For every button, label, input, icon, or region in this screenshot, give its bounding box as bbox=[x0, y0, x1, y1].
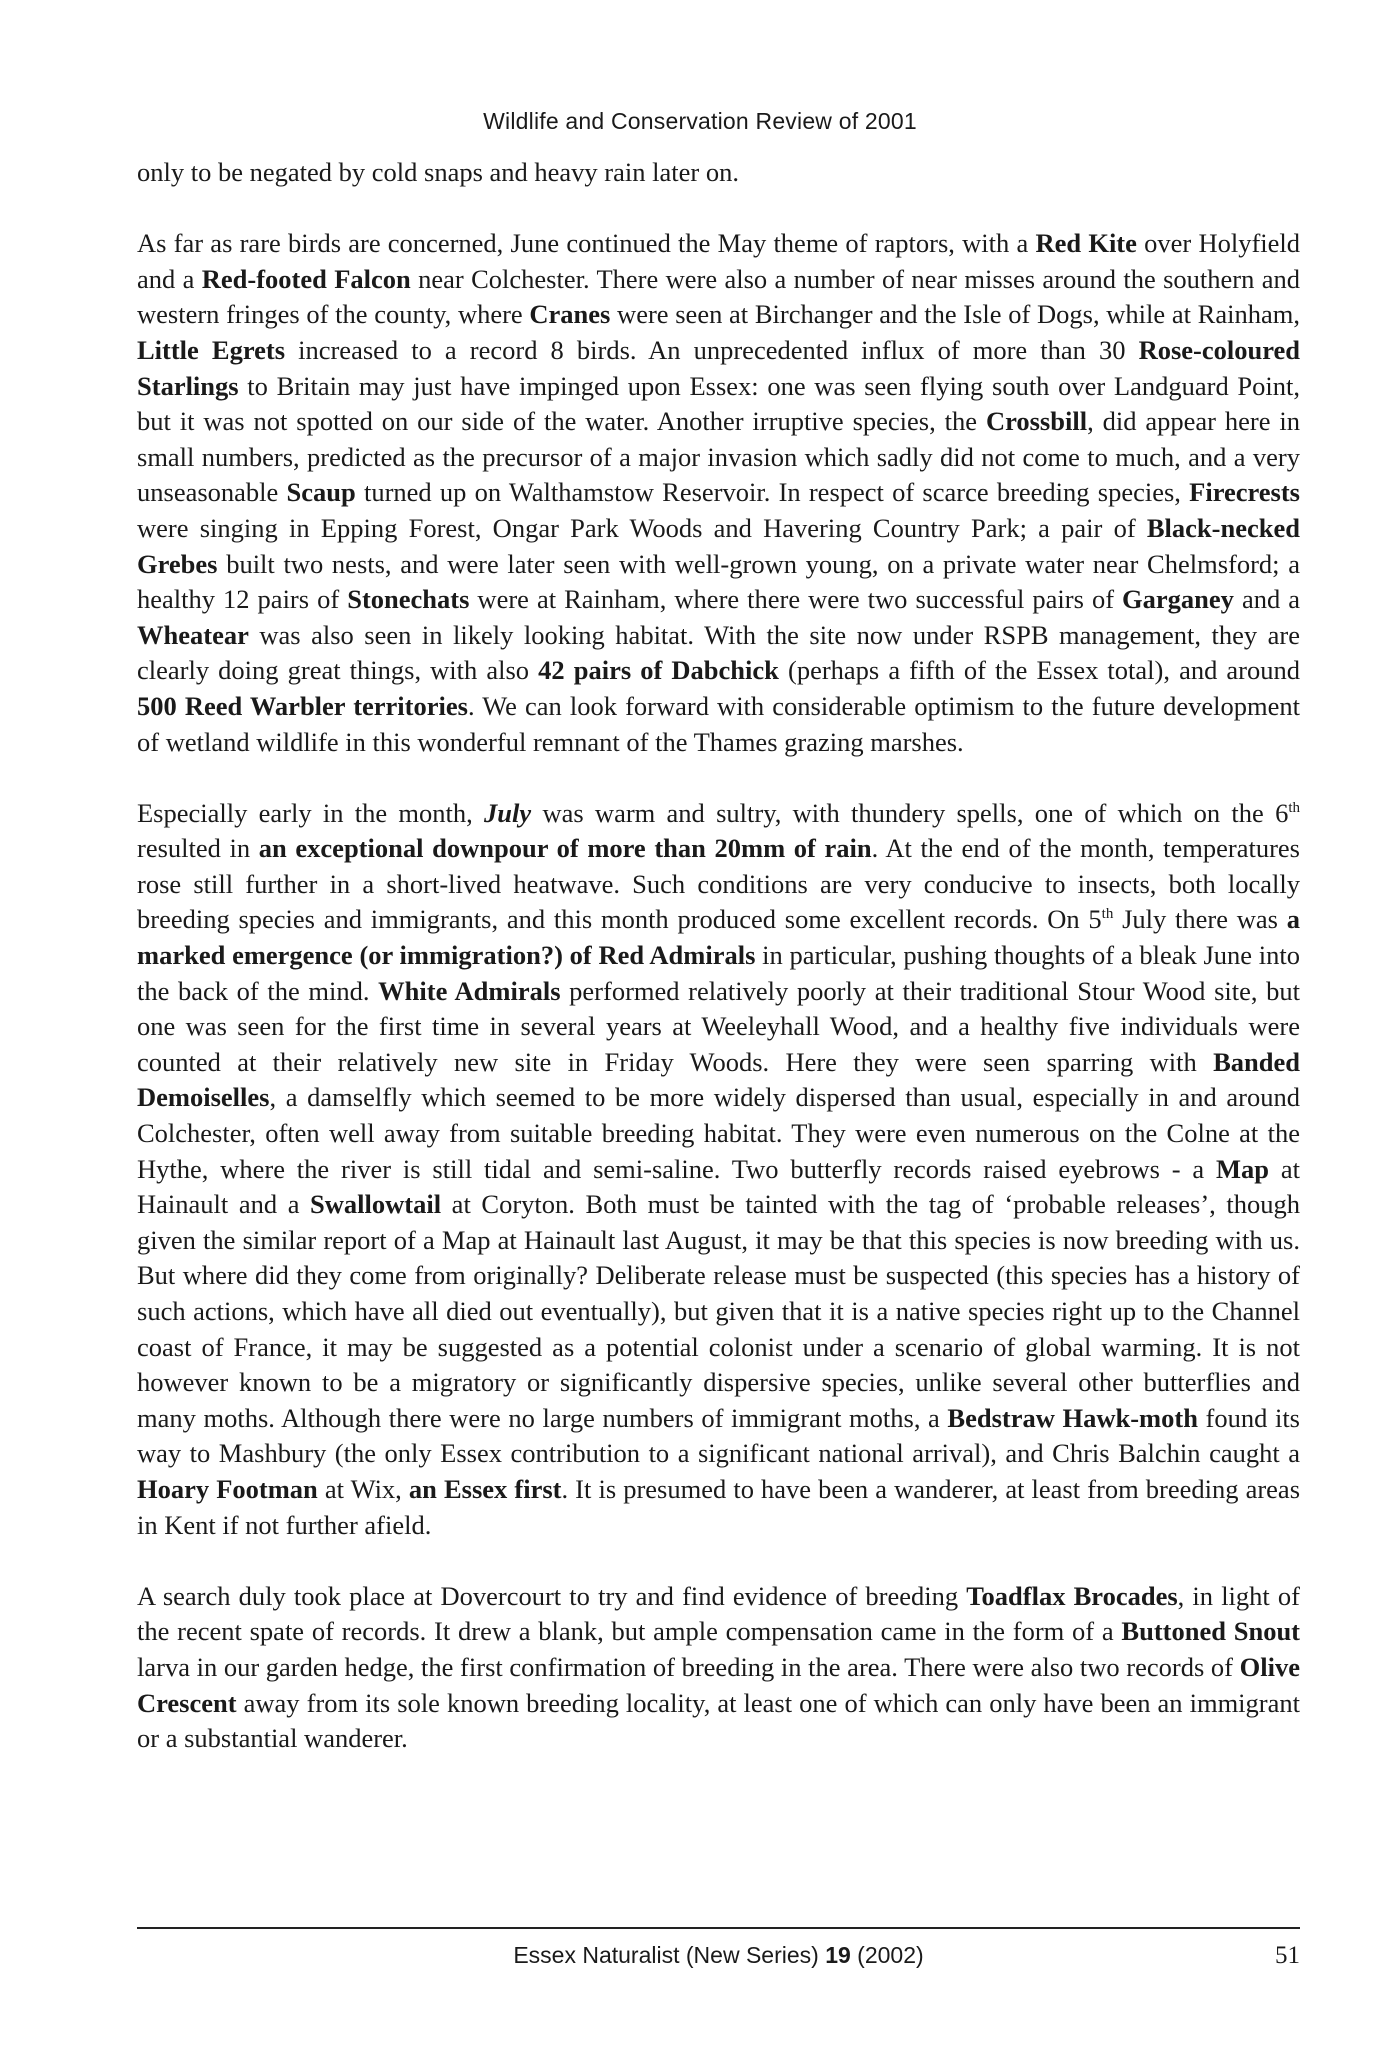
text-run: over Holyfield and a bbox=[137, 228, 1301, 294]
highlight-phrase: an exceptional downpour of more than 20mm of rain bbox=[258, 833, 872, 864]
text-run: , did appear here in small numbers, predicted as the precursor of a major invasion which sadly did not come to much, and a very unseasonable bbox=[137, 406, 1300, 508]
species-name: Scaup bbox=[286, 477, 356, 508]
text-run: built two nests, and were later seen with well-grown young, on a private water near Chelmsford; a healthy 12 pairs of bbox=[137, 548, 1300, 615]
paragraph-june-birds bbox=[137, 226, 1300, 760]
text-run: . We can look forward with considerable optimism to the future development of wetland wildlife in this wonderful remnant of the Thames grazing marshes. bbox=[137, 690, 1300, 757]
species-name: Stonechats bbox=[347, 584, 470, 615]
text-run: were singing in Epping Forest, Ongar Park Woods and Havering Country Park; a pair of bbox=[137, 512, 1147, 543]
text-run: at Hainault and a bbox=[137, 1153, 1300, 1220]
text-run: at Wix, bbox=[317, 1473, 409, 1504]
month-name: July bbox=[484, 797, 532, 828]
species-name: Wheatear bbox=[137, 619, 249, 650]
article-body bbox=[137, 155, 1300, 1792]
text-run: . It is presumed to have been a wanderer, at least from breeding areas in Kent if not further afield. bbox=[137, 1473, 1301, 1540]
highlight-phrase: 42 pairs of Dabchick bbox=[538, 655, 779, 686]
text-run: increased to a record 8 birds. An unprecedented influx of more than 30 bbox=[285, 334, 1139, 365]
species-name: Bedstraw Hawk-moth bbox=[947, 1402, 1198, 1433]
highlight-phrase: a marked emergence (or immigration?) of Red Admirals bbox=[137, 904, 1300, 971]
paragraph-july bbox=[137, 796, 1300, 1543]
species-name: Garganey bbox=[1122, 584, 1234, 615]
species-name: Firecrests bbox=[1189, 477, 1300, 508]
species-name: Little Egrets bbox=[137, 334, 286, 365]
text-run: at Coryton. Both must be tainted with the tag of ‘probable releases’, though given the similar report of a Map at Hainault last August, it may be that this species is now breeding with us. But where did they come from originally? Deliberate release must be suspected (this species has a history of such actions, which have all died out eventually), but given that it is a native species right up to the Channel coast of France, it may be suggested as a potential colonist under a scenario of global warming. It is not however known to be a migratory or significantly dispersive species, unlike several other butterflies and many moths. Although there were no large numbers of immigrant moths, a bbox=[137, 1189, 1300, 1433]
text-run: were seen at Birchanger and the Isle of Dogs, while at Rainham, bbox=[610, 299, 1300, 330]
running-header: Wildlife and Conservation Review of 2001 bbox=[483, 108, 917, 134]
species-name: Buttoned Snout bbox=[1121, 1616, 1301, 1647]
footer-divider bbox=[137, 1927, 1300, 1929]
species-name: Cranes bbox=[529, 299, 611, 330]
page-footer bbox=[137, 1942, 1300, 1978]
journal-citation bbox=[137, 1942, 1300, 1969]
page-number: 51 bbox=[1275, 1942, 1300, 1969]
text-run: to Britain may just have impinged upon Essex: one was seen flying south over Landguard Point, but it was not spotted on our side of the water. Another irruptive species, the bbox=[137, 370, 1300, 437]
text-run: was warm and sultry, with thundery spells, one of which on the 6 bbox=[531, 797, 1289, 828]
text-run: performed relatively poorly at their traditional Stour Wood site, but one was seen for the first time in several years at Weeleyhall Wood, and a healthy five individuals were counted at their relatively new site in Friday Woods. Here they were seen sparring with bbox=[137, 975, 1300, 1077]
text-run: found its way to Mashbury (the only Essex contribution to a significant national arrival), and Chris Balchin caught a bbox=[137, 1402, 1300, 1469]
species-name: Hoary Footman bbox=[137, 1473, 318, 1504]
publication-year: (2002) bbox=[850, 1942, 924, 1968]
species-name: Red-footed Falcon bbox=[201, 263, 411, 294]
text-run: July there was bbox=[1113, 904, 1287, 935]
text-run: only to be negated by cold snaps and heavy rain later on. bbox=[137, 157, 739, 187]
text-run: near Colchester. There were also a number of near misses around the southern and western fringes of the county, where bbox=[137, 263, 1300, 330]
text-run: and a bbox=[1233, 584, 1300, 615]
text-run: resulted in bbox=[137, 833, 259, 864]
species-name: Olive Crescent bbox=[137, 1651, 1300, 1718]
text-run: A search duly took place at Dovercourt to try and find evidence of breeding bbox=[137, 1580, 967, 1611]
text-run: was also seen in likely looking habitat. With the site now under RSPB management, they are clearly doing great things, with also bbox=[137, 619, 1300, 686]
species-name: Toadflax Brocades bbox=[966, 1580, 1178, 1611]
text-run: (perhaps a fifth of the Essex total), and around bbox=[778, 655, 1301, 686]
text-run: away from its sole known breeding locality, at least one of which can only have been an immigrant or a substantial wanderer. bbox=[137, 1687, 1300, 1754]
ordinal-suffix: th bbox=[1288, 799, 1300, 816]
text-run: , in light of the recent spate of records. It drew a blank, but ample compensation came in the form of a bbox=[137, 1580, 1301, 1647]
text-run: , a damselfly which seemed to be more widely dispersed than usual, especially in and around Colchester, often well away from suitable breeding habitat. They were even numerous on the Colne at the Hythe, where the river is still tidal and semi-saline. Two butterfly records raised eyebrows - a bbox=[137, 1082, 1300, 1184]
text-run: Especially early in the month, bbox=[137, 797, 485, 828]
species-name: Map bbox=[1216, 1153, 1270, 1184]
text-run: As far as rare birds are concerned, June continued the May theme of raptors, with a bbox=[137, 228, 1036, 259]
species-name: Red Kite bbox=[1035, 228, 1137, 259]
text-run: . At the end of the month, temperatures rose still further in a short-lived heatwave. Such conditions are very conducive to insects, both locally breeding species and immigrants, and this month produced some excellent records. On 5 bbox=[137, 833, 1300, 935]
text-run: were at Rainham, where there were two successful pairs of bbox=[469, 584, 1123, 615]
journal-title: Essex Naturalist (New Series) bbox=[513, 1942, 826, 1968]
species-name: Crossbill bbox=[985, 406, 1088, 437]
paragraph-dovercourt bbox=[137, 1579, 1300, 1757]
species-name: White Admirals bbox=[378, 975, 561, 1006]
text-run: turned up on Walthamstow Reservoir. In respect of scarce breeding species, bbox=[355, 477, 1190, 508]
text-run: in particular, pushing thoughts of a bleak June into the back of the mind. bbox=[137, 940, 1300, 1006]
highlight-phrase: an Essex first bbox=[408, 1473, 562, 1504]
species-name: Rose-coloured Starlings bbox=[137, 334, 1301, 401]
volume-number: 19 bbox=[825, 1942, 851, 1968]
ordinal-suffix: th bbox=[1101, 906, 1114, 923]
species-name: Swallowtail bbox=[310, 1189, 442, 1220]
text-run: larva in our garden hedge, the first confirmation of breeding in the area. There were also two records of bbox=[137, 1651, 1240, 1682]
species-name: Banded Demoiselles bbox=[137, 1046, 1300, 1113]
highlight-phrase: 500 Reed Warbler territories bbox=[137, 690, 468, 721]
species-name: Black-necked Grebes bbox=[137, 512, 1300, 579]
paragraph-continuation bbox=[137, 155, 1300, 191]
